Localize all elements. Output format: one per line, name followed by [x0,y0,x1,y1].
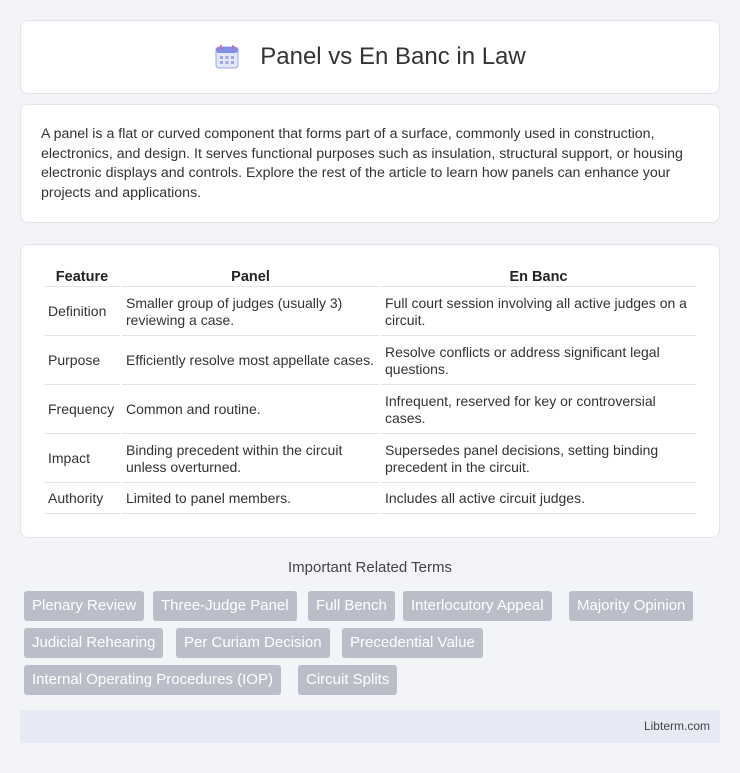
comparison-table-card [20,244,720,538]
related-terms-title: Important Related Terms [288,559,452,576]
comparison-table [42,265,698,516]
table-header-row [44,267,696,287]
footer [20,710,720,743]
header-panel: Panel [122,267,379,287]
row-panel: Smaller group of judges (usually 3) reviewing a case. [122,289,379,336]
intro-text: A panel is a flat or curved component that forms part of a surface, commonly used in construction, electronics, and design. It serves functional purposes such as insulation, structural support, or housing electronic displays and controls. Explore the rest of the article to learn how panels can enhance your projects and applications. [41,126,683,201]
tag-internal-operating-procedures[interactable]: Internal Operating Procedures (IOP) [24,665,281,695]
row-en-banc: Includes all active circuit judges. [381,485,696,514]
intro-card [20,104,720,223]
tag-plenary-review[interactable]: Plenary Review [24,591,144,621]
row-feature: Purpose [44,338,120,385]
tag-per-curiam-decision[interactable]: Per Curiam Decision [176,628,330,658]
row-panel: Binding precedent within the circuit unless overturned. [122,436,379,483]
row-en-banc: Supersedes panel decisions, setting binding precedent in the circuit. [381,436,696,483]
table-row [44,338,696,385]
header-en-banc: En Banc [381,267,696,287]
page-title: Panel vs En Banc in Law [260,43,526,70]
tag-full-bench[interactable]: Full Bench [308,591,395,621]
title-card [20,20,720,94]
header-feature: Feature [44,267,120,287]
tag-interlocutory-appeal[interactable]: Interlocutory Appeal [403,591,552,621]
row-panel: Common and routine. [122,387,379,434]
table-row [44,485,696,514]
tag-precedential-value[interactable]: Precedential Value [342,628,483,658]
table-row [44,436,696,483]
row-panel: Efficiently resolve most appellate cases. [122,338,379,385]
row-feature: Definition [44,289,120,336]
calendar-icon [214,44,240,70]
table-row [44,387,696,434]
tag-judicial-rehearing[interactable]: Judicial Rehearing [24,628,163,658]
row-feature: Frequency [44,387,120,434]
row-en-banc: Resolve conflicts or address significant legal questions. [381,338,696,385]
row-feature: Impact [44,436,120,483]
table-row [44,289,696,336]
tag-three-judge-panel[interactable]: Three-Judge Panel [153,591,297,621]
row-feature: Authority [44,485,120,514]
row-en-banc: Full court session involving all active judges on a circuit. [381,289,696,336]
row-panel: Limited to panel members. [122,485,379,514]
tag-majority-opinion[interactable]: Majority Opinion [569,591,693,621]
tag-circuit-splits[interactable]: Circuit Splits [298,665,397,695]
row-en-banc: Infrequent, reserved for key or controversial cases. [381,387,696,434]
footer-site-link[interactable]: Libterm.com [643,719,710,733]
